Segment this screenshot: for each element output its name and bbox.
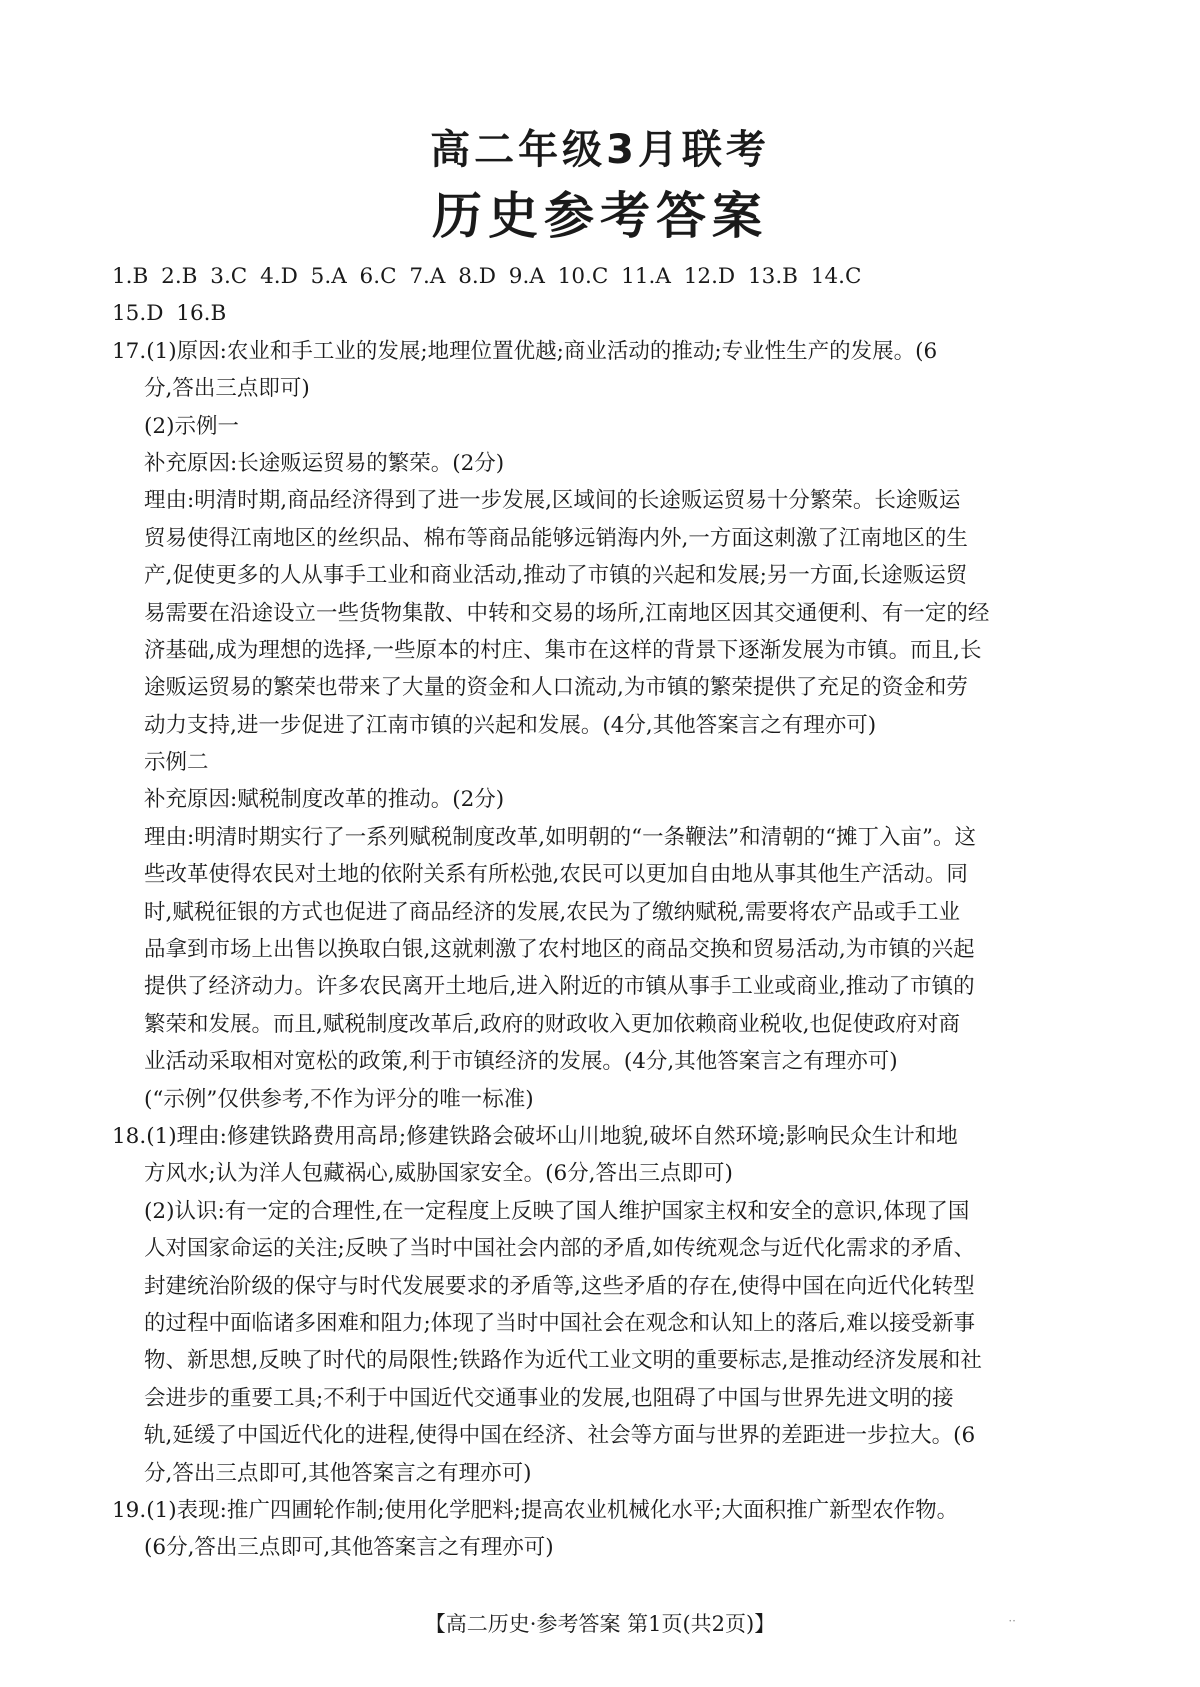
q17-line: 时,赋税征银的方式也促进了商品经济的发展,农民为了缴纳赋税,需要将农产品或手工业: [144, 899, 961, 925]
q17-line: 17.(1)原因:农业和手工业的发展;地理位置优越;商业活动的推动;专业性生产的发展。(6: [112, 338, 938, 364]
q17-line: 些改革使得农民对土地的依附关系有所松弛,农民可以更加自由地从事其他生产活动。同: [144, 862, 968, 888]
q17-line: 补充原因:赋税制度改革的推动。(2分): [144, 787, 505, 813]
q18-line: 轨,延缓了中国近代化的进程,使得中国在经济、社会等方面与世界的差距进一步拉大。(6: [144, 1423, 976, 1449]
q17-line: 示例二: [144, 750, 209, 776]
q17-line: 贸易使得江南地区的丝织品、棉布等商品能够远销海内外,一方面这刺激了江南地区的生: [144, 525, 968, 551]
q18-line: 方风水;认为洋人包藏祸心,威胁国家安全。(6分,答出三点即可): [144, 1161, 733, 1187]
q18-line: 人对国家命运的关注;反映了当时中国社会内部的矛盾,如传统观念与近代化需求的矛盾、: [144, 1236, 976, 1262]
q18-line: 的过程中面临诸多困难和阻力;体现了当时中国社会在观念和认知上的落后,难以接受新事: [144, 1310, 976, 1336]
q17-line: 业活动采取相对宽松的政策,利于市镇经济的发展。(4分,其他答案言之有理亦可): [144, 1049, 898, 1075]
q17-line: (“示例”仅供参考,不作为评分的唯一标准): [144, 1086, 534, 1112]
answer-body: [112, 258, 1090, 1567]
q17-line: 补充原因:长途贩运贸易的繁荣。(2分): [144, 450, 505, 476]
q17-line: 理由:明清时期,商品经济得到了进一步发展,区域间的长途贩运贸易十分繁荣。长途贩运: [144, 488, 961, 514]
q17-line: 品拿到市场上出售以换取白银,这就刺激了农村地区的商品交换和贸易活动,为市镇的兴起: [144, 937, 975, 963]
q17-line: 提供了经济动力。许多农民离开土地后,进入附近的市镇从事手工业或商业,推动了市镇的: [144, 974, 975, 1000]
corner-mark: ··: [1008, 1614, 1016, 1628]
choice-answers-line-2: 15.D 16.B: [112, 301, 227, 327]
q17-line: 理由:明清时期实行了一系列赋税制度改革,如明朝的“一条鞭法”和清朝的“摊丁入亩”。这: [144, 824, 977, 850]
answer-key-title: 历史参考答案: [432, 187, 768, 245]
q19-line: (6分,答出三点即可,其他答案言之有理亦可): [144, 1535, 554, 1561]
q17-line: 途贩运贸易的繁荣也带来了大量的资金和人口流动,为市镇的繁荣提供了充足的资金和劳: [144, 675, 968, 701]
exam-title: 高二年级3月联考: [430, 127, 770, 173]
q17-line: (2)示例一: [144, 413, 239, 439]
q19-line: 19.(1)表现:推广四圃轮作制;使用化学肥料;提高农业机械化水平;大面积推广新型农作物。: [112, 1497, 959, 1523]
q17-line: 易需要在沿途设立一些货物集散、中转和交易的场所,江南地区因其交通便利、有一定的经: [144, 600, 990, 626]
q17-line: 济基础,成为理想的选择,一些原本的村庄、集市在这样的背景下逐渐发展为市镇。而且,长: [144, 637, 982, 663]
q18-line: 会进步的重要工具;不利于中国近代交通事业的发展,也阻碍了中国与世界先进文明的接: [144, 1385, 954, 1411]
q17-line: 分,答出三点即可): [144, 376, 310, 402]
q18-line: (2)认识:有一定的合理性,在一定程度上反映了国人维护国家主权和安全的意识,体现了国: [144, 1198, 970, 1224]
page-footer: 【高二历史·参考答案 第1页(共2页)】: [424, 1612, 776, 1636]
q17-line: 繁荣和发展。而且,赋税制度改革后,政府的财政收入更加依赖商业税收,也促使政府对商: [144, 1011, 961, 1037]
q18-line: 分,答出三点即可,其他答案言之有理亦可): [144, 1460, 532, 1486]
q18-line: 物、新思想,反映了时代的局限性;铁路作为近代工业文明的重要标志,是推动经济发展和社: [144, 1348, 982, 1374]
q17-line: 产,促使更多的人从事手工业和商业活动,推动了市镇的兴起和发展;另一方面,长途贩运贸: [144, 563, 968, 589]
choice-answers-line-1: 1.B 2.B 3.C 4.D 5.A 6.C 7.A 8.D 9.A 10.C 11.A 12.D 13.B 14.C: [112, 264, 862, 289]
q17-line: 动力支持,进一步促进了江南市镇的兴起和发展。(4分,其他答案言之有理亦可): [144, 712, 877, 738]
q18-line: 18.(1)理由:修建铁路费用高昂;修建铁路会破坏山川地貌,破坏自然环境;影响民众生计和地: [112, 1123, 958, 1149]
q18-line: 封建统治阶级的保守与时代发展要求的矛盾等,这些矛盾的存在,使得中国在向近代化转型: [144, 1273, 975, 1299]
